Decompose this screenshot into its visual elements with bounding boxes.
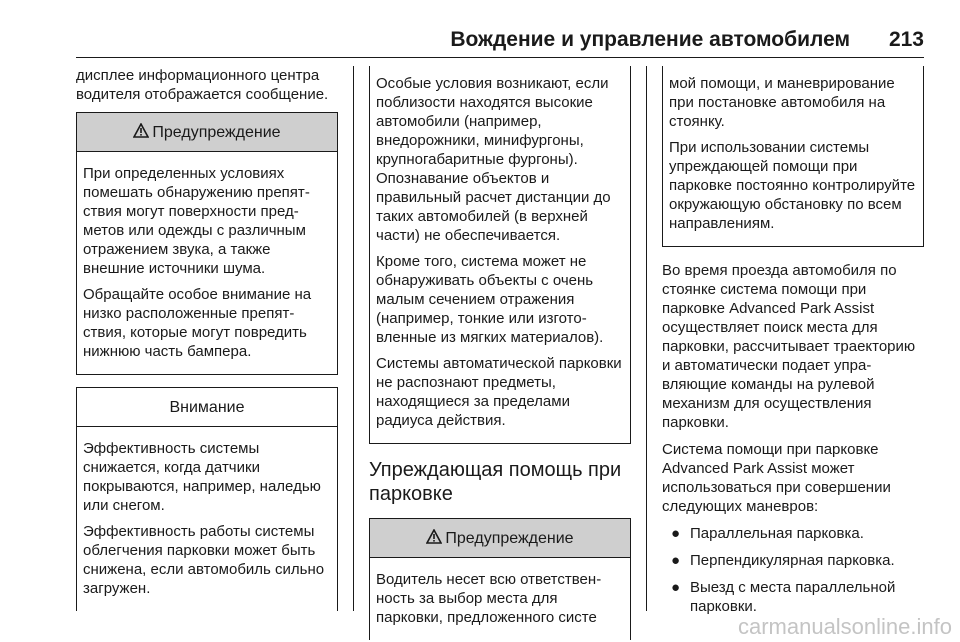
continued-warning-box (369, 66, 631, 444)
page-title: Вождение и управление автомобилем (450, 28, 850, 51)
column-rule-middle-right (646, 66, 647, 611)
caution-box-body (77, 427, 337, 611)
caution-box (76, 387, 338, 611)
conditions-paragraph-2: Кроме того, система может не обнаруживать объекты с очень малым сечением отражения (например, тонкие или изготовленные из мягких материалов). (376, 253, 604, 346)
header-divider (76, 57, 924, 58)
bullet-icon: ● (671, 552, 681, 569)
warning-box-body (77, 152, 337, 374)
continued-warning-body (370, 66, 630, 443)
continued-warning-paragraph-1: мой помощи, и маневрирование при постановке автомобиля на стоянку. (669, 75, 895, 130)
bullet-icon: ● (671, 579, 681, 596)
continued-warning-paragraph-2: При использовании системы упреждающей помощи при парковке постоянно контролируйте окружающую обстановку по всем направлениям. (669, 139, 916, 232)
warning-triangle-icon (133, 123, 149, 142)
warning-triangle-icon (426, 529, 442, 548)
continued-parking-warning-body (663, 66, 923, 246)
warning-box-title: Предупреждение (152, 123, 281, 141)
caution-box-title: Внимание (169, 398, 245, 416)
column-3 (662, 66, 924, 624)
warning-paragraph-1: При определенных условиях помешать обнаружению препятствия могут поверхности предметов или одежды с различным отражением звука, а также внешние источники шума. (83, 165, 310, 277)
parking-warning-header (370, 519, 630, 558)
warning-box (76, 112, 338, 375)
conditions-paragraph-3: Системы автоматической парковки не распознают предметы, находящиеся за пределами радиуса действия. (376, 355, 622, 429)
list-item: ● Перпендикулярная парковка. (671, 552, 895, 569)
warning-paragraph-2: Обращайте особое внимание на низко расположенные препятствия, которые могут повредить нижнюю часть бампера. (83, 286, 312, 360)
watermark: carmanualsonline.info (737, 614, 952, 639)
caution-box-header (77, 388, 337, 427)
conditions-paragraph-1: Особые условия возникают, если поблизости находятся высокие автомобили (например, внедорожники, минифургоны, крупногабаритные фургоны). Опознавание объектов и правильный расчет дистанции до таких автомобилей (в верхней части) не обеспечивается. (376, 75, 611, 244)
continued-parking-warning-box (662, 66, 924, 247)
caution-paragraph-2: Эффективность работы системы облегчения парковки может быть снижена, если автомобиль сильно загружен. (83, 523, 325, 597)
list-item: ● Параллельная парковка. (671, 525, 864, 542)
warning-box-header (77, 113, 337, 152)
list-item: ● Выезд с места параллельной парковки. (671, 579, 896, 615)
column-1 (76, 66, 338, 611)
parking-warning-body (370, 558, 630, 640)
page-header (0, 0, 960, 58)
intro-text: дисплее информационного центра водителя отображается сообщение. (76, 67, 329, 103)
parking-warning-title: Предупреждение (445, 529, 574, 547)
apa-description: Во время проезда автомобиля по стоянке система помощи при парковке Advanced Park Assist осуществляет поиск места для парковки, рассчитывает траекторию и автоматически подает управляющие команды на рулевой механизм для осуществления парковки. (662, 262, 916, 431)
parking-warning-box (369, 518, 631, 640)
section-heading: Упреждающая помощь при парковке (369, 459, 622, 505)
column-rule-middle-left (353, 66, 354, 611)
parking-warning-paragraph: Водитель несет всю ответственность за выбор места для парковки, предложенного систе (376, 571, 602, 626)
page-number: 213 (888, 28, 924, 51)
apa-maneuvers-intro: Система помощи при парковке Advanced Park Assist может использоваться при совершении следующих маневров: (662, 441, 891, 515)
caution-paragraph-1: Эффективность системы снижается, когда датчики покрываются, например, наледью или снегом. (83, 440, 321, 514)
bullet-icon: ● (671, 525, 681, 542)
maneuver-list (662, 524, 924, 616)
column-2 (369, 66, 631, 640)
